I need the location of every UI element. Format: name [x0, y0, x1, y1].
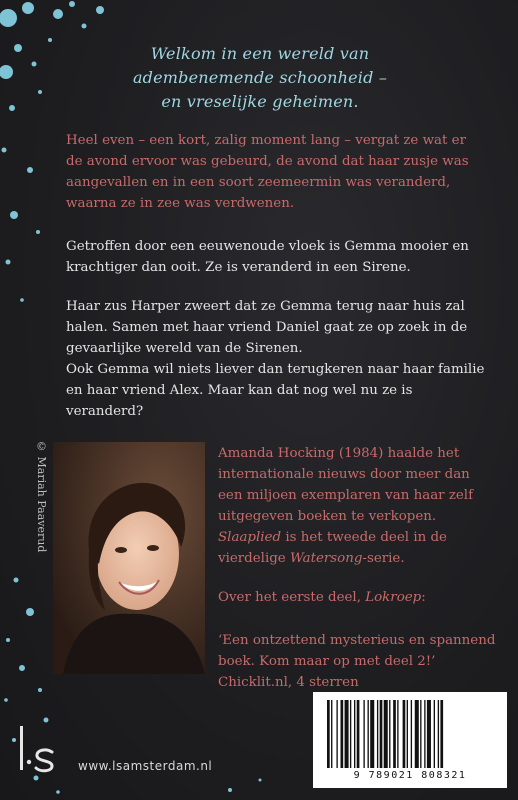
barcode-bar	[350, 700, 351, 768]
splash-dot	[44, 718, 49, 723]
splash-dot	[14, 44, 22, 52]
author-portrait-illustration	[53, 442, 205, 674]
barcode-bar	[368, 700, 369, 768]
splash-dot	[96, 6, 104, 14]
barcode-bar	[438, 700, 439, 768]
author-bio-text: is het tweede deel in de vierdelige	[218, 530, 447, 566]
barcode-bar	[327, 700, 330, 768]
author-bio-text: Amanda Hocking (1984) haalde het internationale nieuws door meer dan een miljoen exemplaren van haar zelf uitgegeven boeken te verkopen.	[218, 446, 474, 524]
isbn-barcode	[313, 692, 507, 788]
splash-dot	[0, 9, 17, 27]
barcode-bar	[440, 700, 443, 768]
splash-dot	[38, 90, 42, 94]
barcode-bar	[434, 700, 435, 768]
tagline-line: adembenemende schoonheid –	[132, 68, 388, 87]
blurb-text: Haar zus Harper zweert dat ze Gemma terug naar huis zal halen. Samen met haar vriend Daniel gaat ze op zoek in de gevaarlijke wereld van de Sirenen.	[66, 299, 468, 356]
splash-dot	[69, 1, 75, 7]
tagline	[60, 42, 460, 114]
splash-dot	[53, 9, 63, 19]
series-name: Watersong	[290, 551, 363, 566]
barcode-bar	[407, 700, 408, 768]
splash-dot	[2, 148, 7, 153]
barcode-bar	[341, 700, 344, 768]
blurb-text: Getroffen door een eeuwenoude vloek is Gemma mooier en krachtiger dan ooit. Ze is veranderd in een Sirene.	[66, 239, 469, 275]
barcode-bar	[403, 700, 406, 768]
splash-dot	[4, 698, 8, 702]
barcode-bars	[313, 692, 507, 772]
barcode-bar	[380, 700, 383, 768]
barcode-bar	[389, 700, 390, 768]
barcode-bar	[345, 700, 349, 768]
barcode-bar	[354, 700, 355, 768]
splash-dot	[0, 65, 13, 79]
splash-dot	[36, 230, 40, 234]
splash-dot	[10, 211, 18, 219]
first-part-title: Lokroep	[365, 590, 422, 605]
book-title: Slaaplied	[218, 530, 282, 545]
photo-credit: © Mariah Paaverud	[35, 440, 48, 553]
barcode-bar	[336, 700, 337, 768]
splash-dot	[34, 776, 39, 781]
author-bio	[218, 443, 498, 569]
splash-dot	[27, 167, 33, 173]
splash-dot	[82, 24, 87, 29]
splash-dot	[6, 638, 10, 642]
splash-dot	[20, 298, 24, 302]
review-source: Chicklit.nl, 4 sterren	[218, 675, 359, 690]
splash-dot	[9, 105, 15, 111]
barcode-bar	[411, 700, 412, 768]
splash-dot	[56, 790, 60, 794]
splash-dot	[48, 38, 52, 42]
splash-dot	[228, 788, 232, 792]
tagline-line: Welkom in een wereld van	[150, 44, 370, 63]
first-part-heading	[218, 587, 498, 608]
barcode-bar	[357, 700, 360, 768]
splash-dot	[38, 688, 42, 692]
splash-dot	[12, 738, 16, 742]
splash-dot	[259, 779, 262, 782]
blurb-paragraph-2	[66, 236, 486, 278]
splash-dot	[22, 2, 34, 14]
review-text: ‘Een ontzettend mysterieus en spannend boek. Kom maar op met deel 2!’	[218, 633, 496, 669]
blurb-text: Ook Gemma wil niets liever dan terugkeren naar haar familie en haar vriend Alex. Maar kan dat nog wel nu ze is veranderd?	[66, 362, 485, 419]
barcode-bar	[397, 700, 398, 768]
barcode-bar	[370, 700, 374, 768]
first-part-label: Over het eerste deel,	[218, 590, 366, 605]
publisher-logo-icon	[18, 724, 64, 774]
barcode-bar	[424, 700, 425, 768]
review-quote	[218, 630, 498, 693]
splash-dot	[32, 62, 37, 67]
tagline-line: en vreselijke geheimen.	[161, 92, 359, 111]
barcode-bar	[420, 700, 421, 768]
splash-dot	[6, 260, 11, 265]
splash-dot	[19, 665, 25, 671]
blurb-paragraph-3	[66, 296, 486, 422]
barcode-bar	[393, 700, 396, 768]
publisher-website[interactable]: www.lsamsterdam.nl	[78, 759, 213, 773]
author-bio-text: -serie.	[362, 551, 405, 566]
splash-dot	[14, 578, 19, 583]
author-photo	[53, 442, 205, 674]
first-part-suffix: :	[421, 590, 426, 605]
barcode-bar	[363, 700, 364, 768]
barcode-bar	[331, 700, 332, 768]
barcode-bar	[384, 700, 388, 768]
isbn-digits: 9 789021 808321	[353, 770, 467, 781]
blurb-paragraph-1	[66, 130, 486, 214]
barcode-bar	[415, 700, 419, 768]
barcode-bar	[427, 700, 431, 768]
barcode-bar	[377, 700, 378, 768]
blurb-text: Heel even – een kort, zalig moment lang – vergat ze wat er de avond ervoor was gebeurd, de avond dat haar zusje was aangevallen en in een soort zeemeermin was veranderd, waarna ze in zee was verdwenen.	[66, 133, 469, 211]
